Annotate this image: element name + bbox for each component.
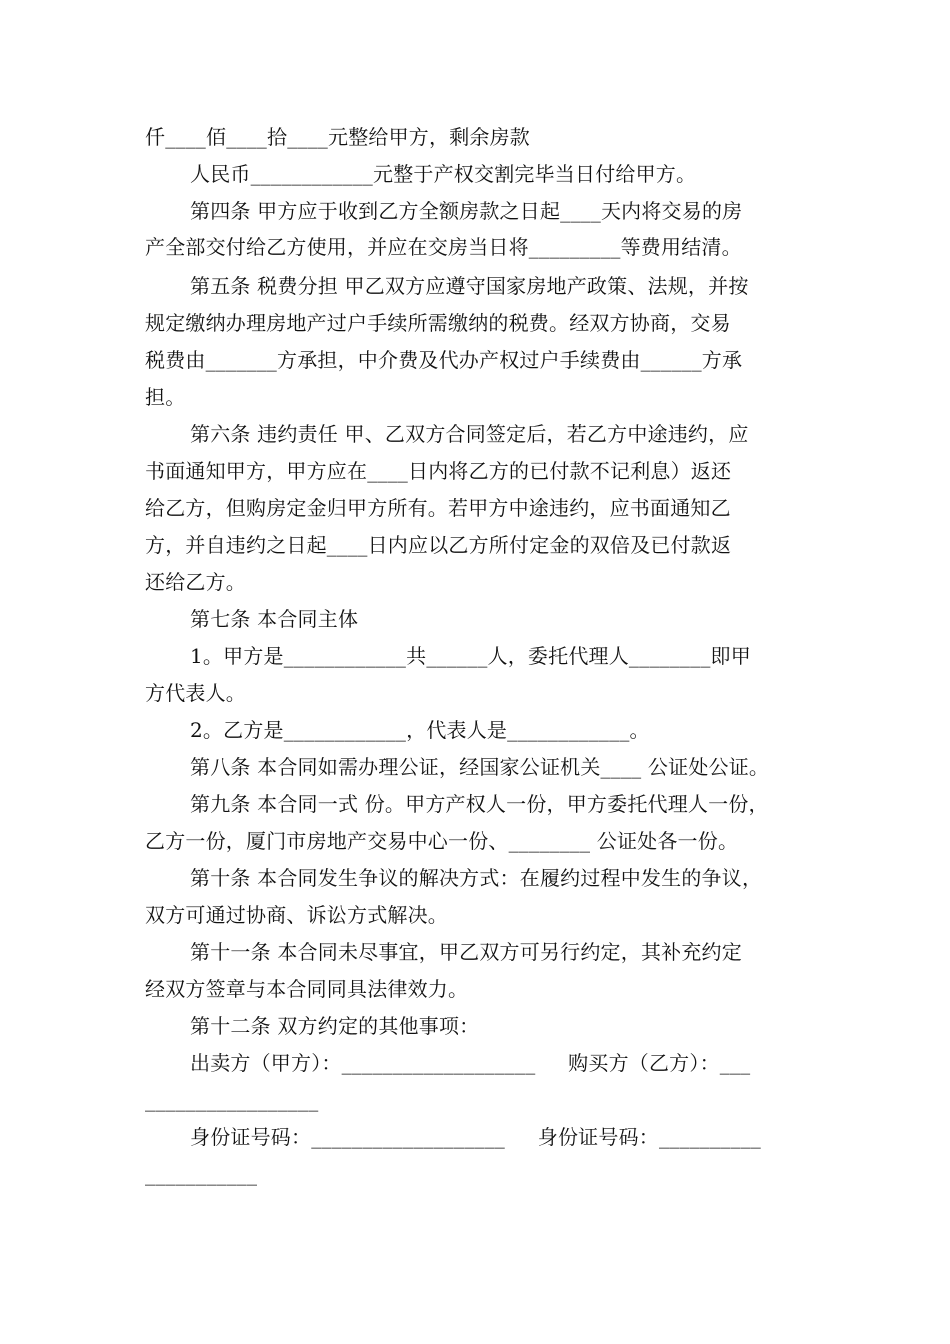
text-line-16: 方代表人。 (145, 681, 246, 705)
text-line-1: 仟____佰____拾____元整给甲方，剩余房款 (145, 125, 530, 149)
text-line-12: 方，并自违约之日起____日内应以乙方所付定金的双倍及已付款返 (145, 533, 732, 557)
text-line-27: _________________ (145, 1088, 319, 1112)
text-line-17: 2。乙方是____________，代表人是____________。 (190, 718, 650, 742)
text-line-4: 产全部交付给乙方使用，并应在交房当日将_________等费用结清。 (145, 235, 742, 259)
text-line-10: 书面通知甲方，甲方应在____日内将乙方的已付款不记利息）返还 (145, 459, 732, 483)
text-line-28: 身份证号码：___________________ 身份证号码：__________ (190, 1125, 761, 1149)
text-line-21: 第十条 本合同发生争议的解决方式：在履约过程中发生的争议， (190, 866, 763, 890)
text-line-20: 乙方一份，厦门市房地产交易中心一份、________ 公证处各一份。 (145, 829, 739, 853)
text-line-23: 第十一条 本合同未尽事宜，甲乙双方可另行约定，其补充约定 (190, 940, 742, 964)
text-line-15: 1。甲方是____________共______人，委托代理人________即甲 (190, 644, 751, 668)
text-line-6: 规定缴纳办理房地产过户手续所需缴纳的税费。经双方协商，交易 (145, 311, 731, 335)
text-line-13: 还给乙方。 (145, 570, 246, 594)
text-line-5: 第五条 税费分担 甲乙双方应遵守国家房地产政策、法规，并按 (190, 274, 749, 298)
text-line-19: 第九条 本合同一式 份。甲方产权人一份，甲方委托代理人一份， (190, 792, 769, 816)
text-line-9: 第六条 违约责任 甲、乙双方合同签定后，若乙方中途违约，应 (190, 422, 749, 446)
text-line-14: 第七条 本合同主体 (190, 607, 359, 631)
text-line-18: 第八条 本合同如需办理公证，经国家公证机关____ 公证处公证。 (190, 755, 770, 779)
text-line-11: 给乙方，但购房定金归甲方所有。若甲方中途违约，应书面通知乙 (145, 496, 731, 520)
text-line-8: 担。 (145, 385, 186, 409)
text-line-26: 出卖方（甲方）：___________________ 购买方（乙方）：___ (190, 1051, 751, 1075)
text-line-7: 税费由_______方承担，中介费及代办产权过户手续费由______方承 (145, 348, 743, 372)
text-line-22: 双方可通过协商、诉讼方式解决。 (145, 903, 448, 927)
text-line-29: ___________ (145, 1162, 258, 1186)
text-line-2: 人民币____________元整于产权交割完毕当日付给甲方。 (190, 162, 697, 186)
text-line-24: 经双方签章与本合同同具法律效力。 (145, 977, 469, 1001)
text-line-3: 第四条 甲方应于收到乙方全额房款之日起____天内将交易的房 (190, 199, 743, 223)
text-line-25: 第十二条 双方约定的其他事项： (190, 1014, 480, 1038)
